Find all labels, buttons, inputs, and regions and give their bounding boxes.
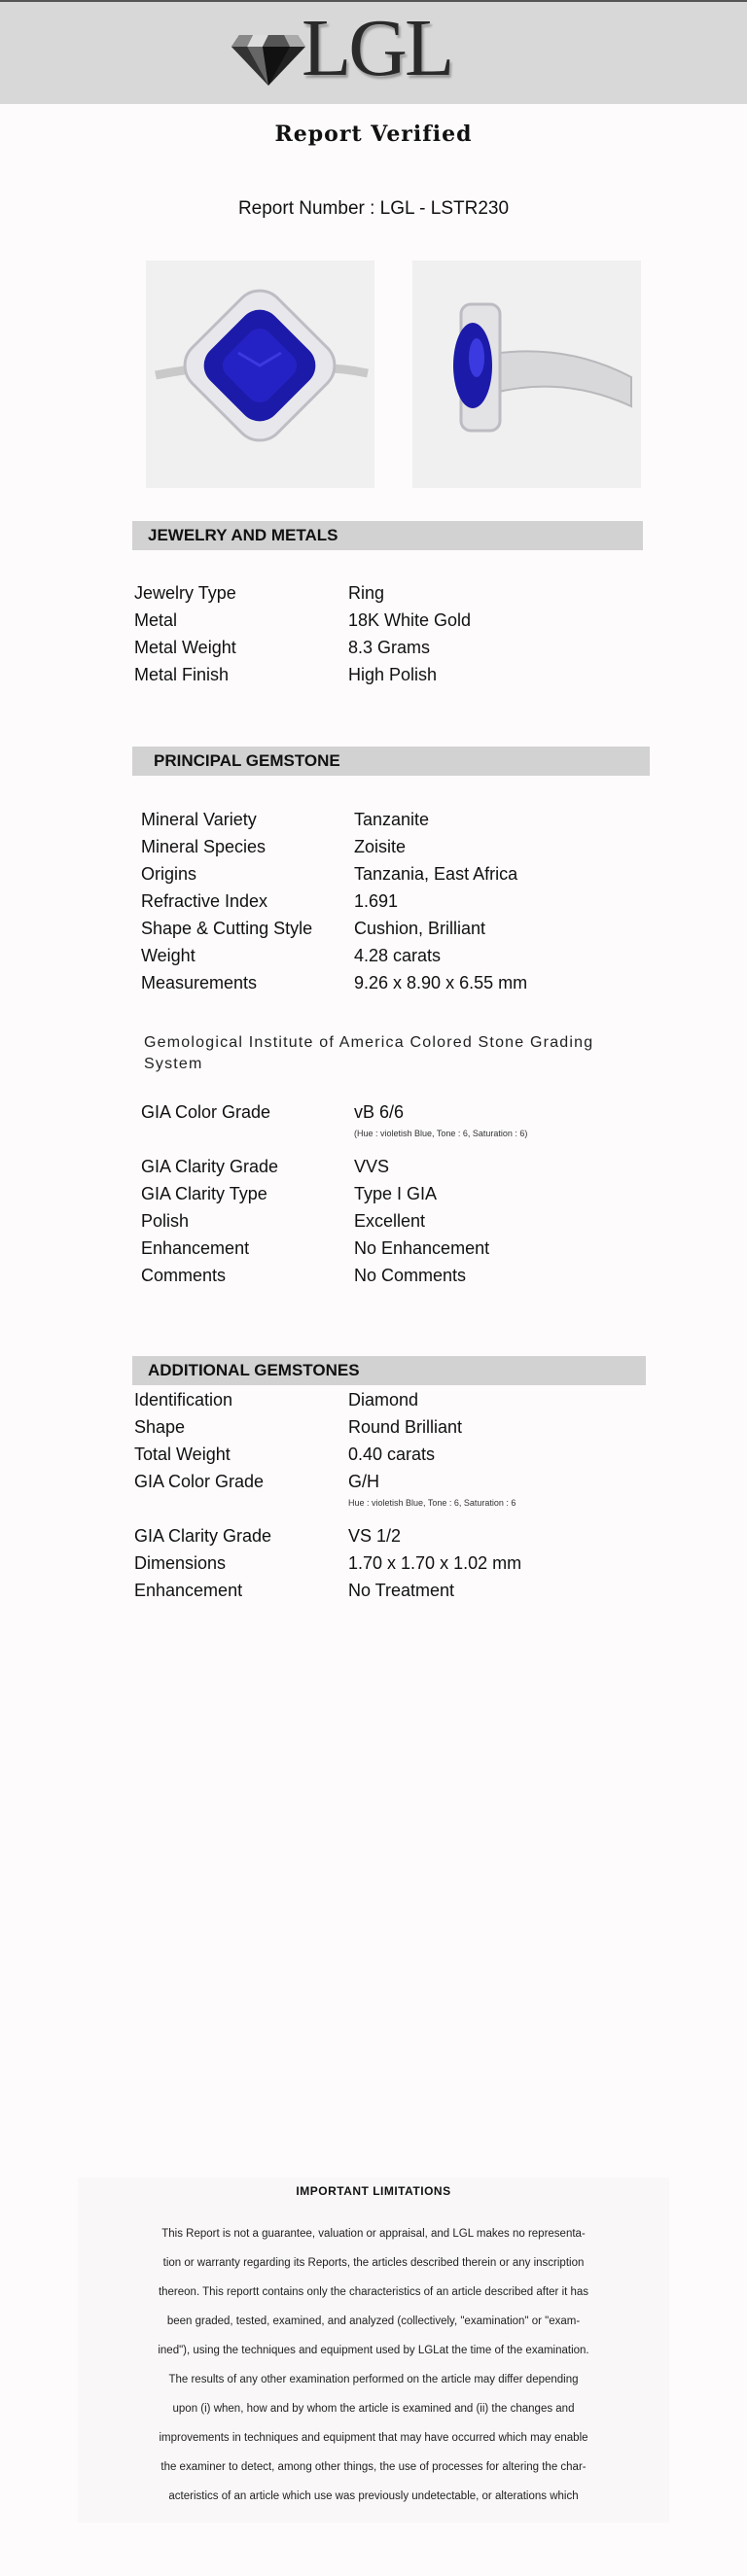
principal-label: GIA Clarity Type <box>141 1184 267 1203</box>
additional-value: No Treatment <box>348 1581 455 1600</box>
additional-label: GIA Clarity Grade <box>134 1526 272 1546</box>
jewelry-value: Ring <box>348 583 385 603</box>
diamond-icon <box>230 21 307 89</box>
additional-value: VS 1/2 <box>348 1526 402 1546</box>
principal-label: Polish <box>141 1211 190 1231</box>
additional-label: Total Weight <box>134 1445 231 1464</box>
additional-heading: ADDITIONAL GEMSTONES <box>132 1356 646 1385</box>
jewelry-label: Jewelry Type <box>134 583 236 603</box>
limitations-line: This Report is not a guarantee, valuation or appraisal, and LGL makes no representa- <box>161 2228 586 2240</box>
principal-value: Type I GIA <box>354 1184 438 1203</box>
principal-label: Mineral Variety <box>141 810 257 829</box>
color-grade-note: (Hue : violetish Blue, Tone : 6, Saturation : 6) <box>354 1129 528 1138</box>
additional-label: Identification <box>134 1390 233 1410</box>
principal-heading: PRINCIPAL GEMSTONE <box>132 747 650 776</box>
principal-value: 4.28 carats <box>354 946 442 965</box>
limitations-line: the examiner to detect, among other things, the use of processes for altering the char- <box>160 2461 587 2473</box>
color-grade-value: vB 6/6 <box>354 1102 405 1122</box>
additional-value: 1.70 x 1.70 x 1.02 mm <box>348 1553 522 1573</box>
principal-label: Refractive Index <box>141 891 268 911</box>
principal-label: Weight <box>141 946 196 965</box>
additional-value: Round Brilliant <box>348 1417 463 1437</box>
jewelry-label: Metal Finish <box>134 665 230 684</box>
principal-value: 1.691 <box>354 891 399 911</box>
principal-label: Comments <box>141 1266 227 1285</box>
principal-value: Zoisite <box>354 837 407 856</box>
principal-value: No Enhancement <box>354 1238 490 1258</box>
limitations-line: tion or warranty regarding its Reports, the articles described therein or any inscription <box>162 2257 585 2269</box>
principal-value: VVS <box>354 1157 390 1176</box>
additional-color-note: Hue : violetish Blue, Tone : 6, Saturation : 6 <box>348 1498 516 1508</box>
limitations-line: upon (i) when, how and by whom the article is examined and (ii) the changes and <box>172 2403 575 2415</box>
header-bar <box>0 0 747 104</box>
gia-grading-system-note: Gemological Institute of America Colored Stone Grading System <box>144 1034 594 1072</box>
additional-value: Diamond <box>348 1390 419 1410</box>
principal-value: No Comments <box>354 1266 467 1285</box>
limitations-line: The results of any other examination performed on the article may differ depending <box>168 2374 579 2385</box>
limitations-line: thereon. This reportt contains only the characteristics of an article described after it has <box>158 2286 589 2298</box>
ring-front-photo <box>146 261 374 488</box>
limitations-title: IMPORTANT LIMITATIONS <box>296 2184 451 2198</box>
jewelry-label: Metal Weight <box>134 638 236 657</box>
principal-value: Cushion, Brilliant <box>354 919 486 938</box>
principal-label: Enhancement <box>141 1238 250 1258</box>
additional-label: Dimensions <box>134 1553 227 1573</box>
additional-value: 0.40 carats <box>348 1445 436 1464</box>
additional-label: Enhancement <box>134 1581 243 1600</box>
additional-label: Shape <box>134 1417 186 1437</box>
jewelry-label: Metal <box>134 610 178 630</box>
ring-side-photo <box>412 261 641 488</box>
jewelry-value: 8.3 Grams <box>348 638 431 657</box>
additional-value: G/H <box>348 1472 380 1491</box>
jewelry-value: 18K White Gold <box>348 610 472 630</box>
page-title: Report Verified <box>274 122 473 147</box>
principal-label: Origins <box>141 864 197 884</box>
principal-value: Tanzania, East Africa <box>354 864 518 884</box>
limitations-line: improvements in techniques and equipment that may have occurred which may enable <box>159 2432 588 2444</box>
principal-label: GIA Clarity Grade <box>141 1157 279 1176</box>
principal-label: Mineral Species <box>141 837 267 856</box>
jewelry-value: High Polish <box>348 665 438 684</box>
principal-label: Shape & Cutting Style <box>141 919 313 938</box>
limitations-line: ined"), using the techniques and equipment used by LGLat the time of the examination. <box>158 2345 589 2356</box>
additional-label: GIA Color Grade <box>134 1472 265 1491</box>
limitations-line: acteristics of an article which use was previously undetectable, or alterations which <box>168 2490 579 2502</box>
limitations-line: been graded, tested, examined, and analyzed (collectively, "examination" or "exam- <box>166 2315 581 2327</box>
report-number: Report Number : LGL - LSTR230 <box>237 198 510 219</box>
logo-text: LGL <box>302 3 452 93</box>
color-grade-label: GIA Color Grade <box>141 1102 271 1122</box>
principal-value: Excellent <box>354 1211 426 1231</box>
principal-value: 9.26 x 8.90 x 6.55 mm <box>354 973 528 992</box>
lgl-logo <box>230 3 473 93</box>
jewelry-heading: JEWELRY AND METALS <box>132 521 643 550</box>
principal-label: Measurements <box>141 973 258 992</box>
principal-value: Tanzanite <box>354 810 430 829</box>
